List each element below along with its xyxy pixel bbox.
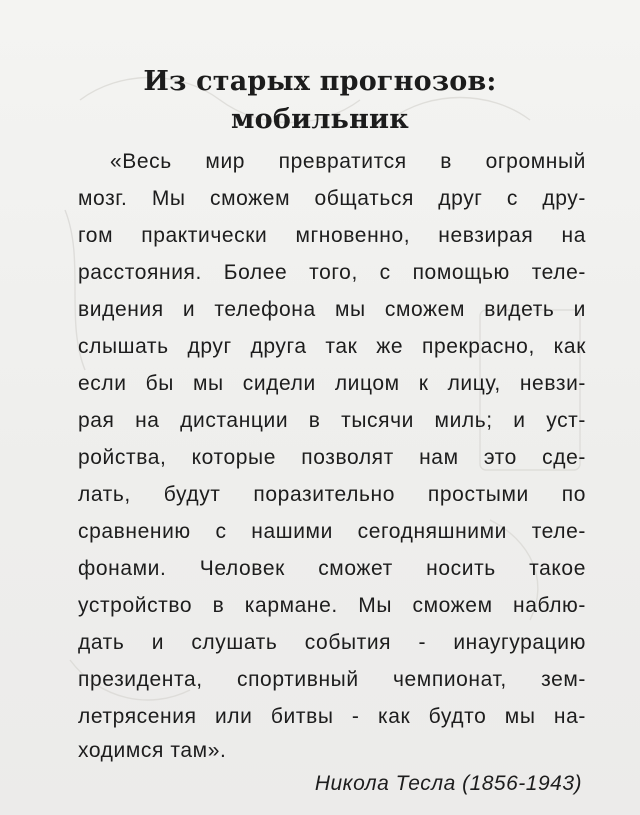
quote-line: сравнению с нашими сегодняшними теле-	[78, 520, 586, 543]
page-title-line-2: мобильник	[231, 104, 409, 135]
quote-line: устройство в кармане. Мы сможем наблю-	[78, 594, 586, 617]
quote-line: гом практически мгновенно, невзирая на	[78, 224, 586, 247]
quote-line: «Весь мир превратится в огромный	[110, 150, 586, 173]
quote-line: фонами. Человек сможет носить такое	[78, 557, 586, 580]
page-title-line-1: Из старых прогнозов:	[143, 66, 497, 97]
quote-line: летрясения или битвы - как будто мы на-	[78, 705, 586, 728]
quote-line: рая на дистанции в тысячи миль; и уст-	[78, 409, 586, 432]
quote-line: ройства, которые позволят нам это сде-	[78, 446, 586, 469]
quote-line: дать и слушать события - инаугурацию	[78, 631, 586, 654]
quote-author: Никола Тесла (1856-1943)	[314, 772, 582, 795]
quote-line: слышать друг друга так же прекрасно, как	[78, 335, 586, 358]
quote-line: президента, спортивный чемпионат, зем-	[78, 668, 586, 691]
quote-line: мозг. Мы сможем общаться друг с дру-	[78, 187, 586, 210]
quote-line: видения и телефона мы сможем видеть и	[78, 298, 586, 321]
quote-line: расстояния. Более того, с помощью теле-	[78, 261, 586, 284]
quote-line: если бы мы сидели лицом к лицу, невзи-	[78, 372, 586, 395]
quote-line: лать, будут поразительно простыми по	[78, 483, 586, 506]
quote-line: ходимся там».	[78, 739, 227, 762]
